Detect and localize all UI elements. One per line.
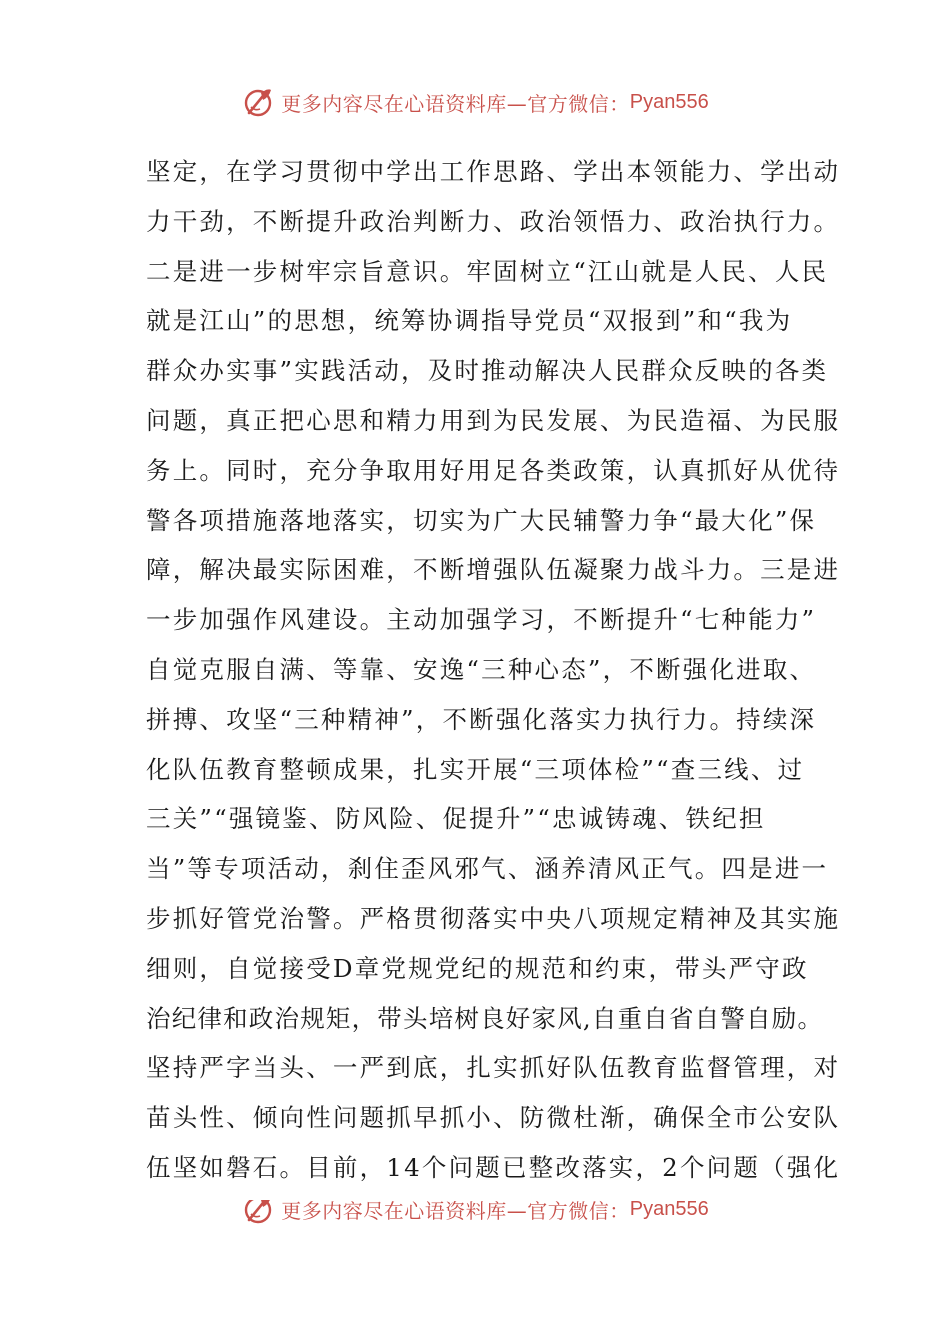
watermark-wechat-id: Pyan556: [629, 90, 709, 113]
text-line: 细则，自觉接受D章党规党纪的规范和约束，带头严守政: [146, 953, 809, 983]
text-line: 苗头性、倾向性问题抓早抓小、防微杜渐，确保全市公安队: [146, 1103, 841, 1133]
text-line: 群众办实事”实践活动，及时推动解决人民群众反映的各类: [146, 356, 829, 386]
text-line: 务上。同时，充分争取用好用足各类政策，认真抓好从优待: [146, 455, 841, 485]
text-line: 坚定，在学习贯彻中学出工作思路、学出本领能力、学出动: [146, 157, 841, 186]
quill-pen-logo-icon: [241, 85, 275, 119]
text-line: 化队伍教育整顿成果，扎实开展“三项体检”“查三线、过: [146, 754, 805, 784]
watermark-wechat-id: Pyan556: [629, 1200, 709, 1220]
text-line: 伍坚如磐石。目前，14个问题已整改落实，2个问题（强化: [146, 1152, 841, 1182]
text-line: 自觉克服自满、等靠、安逸“三种心态”，不断强化进取、: [146, 654, 817, 684]
document-body: [146, 147, 841, 1193]
text-line: 当”等专项活动，刹住歪风邪气、涵养清风正气。四是进一: [146, 854, 829, 884]
footer-watermark: [0, 1200, 950, 1226]
text-line: 就是江山”的思想，统筹协调指导党员“双报到”和“我为: [146, 306, 793, 336]
quill-pen-logo-icon: [241, 1200, 275, 1226]
text-line: 步抓好管党治警。严格贯彻落实中央八项规定精神及其实施: [146, 903, 841, 933]
watermark-text: 更多内容尽在心语资料库—官方微信：: [281, 1200, 630, 1223]
text-line: 力干劲，不断提升政治判断力、政治领悟力、政治执行力。: [146, 206, 841, 236]
text-line: 治纪律和政治规矩，带头培树良好家风,自重自省自警自励。: [146, 1003, 824, 1033]
text-line: 问题，真正把心思和精力用到为民发展、为民造福、为民服: [146, 405, 841, 435]
text-line: 警各项措施落地落实，切实为广大民辅警力争“最大化”保: [146, 505, 817, 535]
text-line: 二是进一步树牢宗旨意识。牢固树立“江山就是人民、人民: [146, 256, 829, 286]
text-line: 三关”“强镜鉴、防风险、促提升”“忠诚铸魂、铁纪担: [146, 804, 766, 834]
watermark-text: 更多内容尽在心语资料库—官方微信：: [281, 91, 630, 116]
header-watermark: [0, 82, 950, 122]
text-line: 一步加强作风建设。主动加强学习，不断提升“七种能力”: [146, 605, 817, 635]
text-line: 障，解决最实际困难，不断增强队伍凝聚力战斗力。三是进: [146, 555, 841, 585]
text-line: 坚持严字当头、一严到底，扎实抓好队伍教育监督管理，对: [146, 1053, 841, 1083]
text-line: 拼搏、攻坚“三种精神”，不断强化落实力执行力。持续深: [146, 704, 817, 734]
